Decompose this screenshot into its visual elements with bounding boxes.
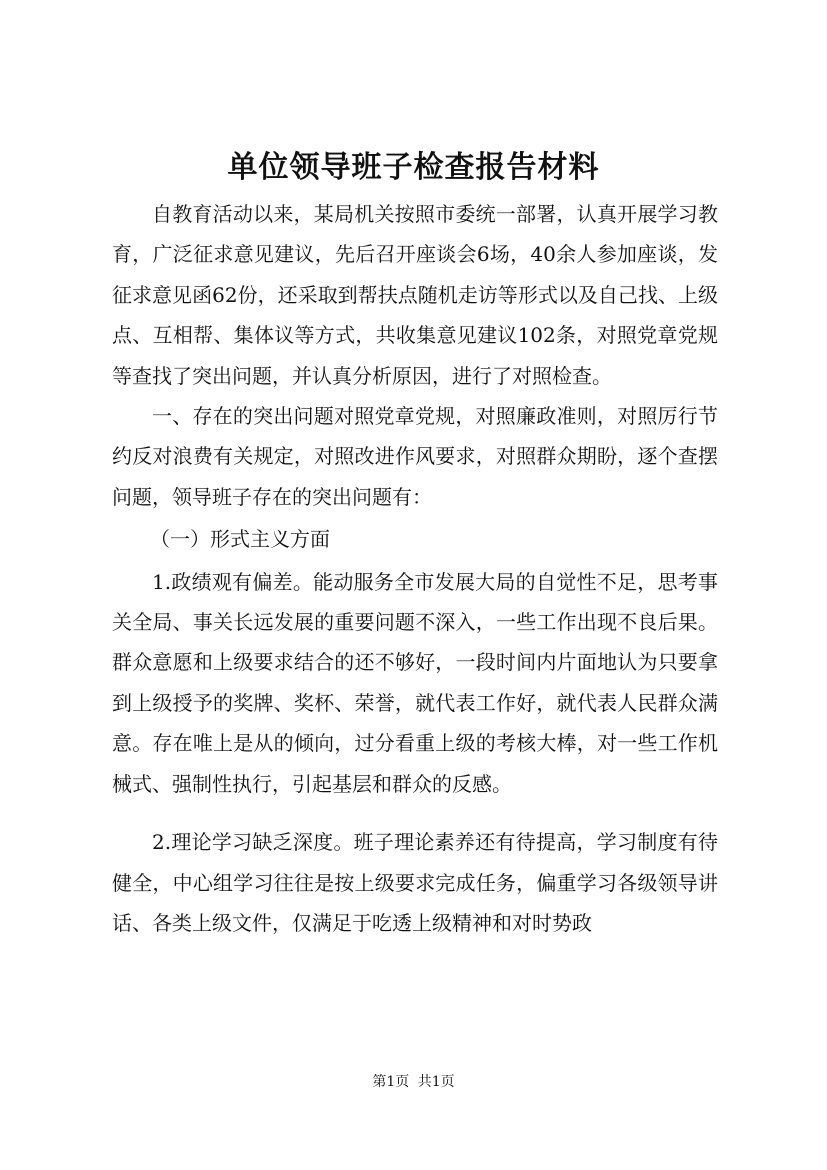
- document-body: [112, 194, 718, 943]
- subheading-formalism: （一）形式主义方面: [150, 527, 330, 552]
- paragraph-intro: 自教育活动以来，某局机关按照市委统一部署，认真开展学习教育，广泛征求意见建议，先后召开座谈会6场，40余人参加座谈，发征求意见函62份，还采取到帮扶点随机走访等形式以及自己找、上级点、互相帮、集体议等方式，共收集意见建议102条，对照党章党规等查找了突出问题，并认真分析原因，进行了对照检查。: [112, 202, 718, 388]
- paragraph-section-one: 一、存在的突出问题对照党章党规，对照廉政准则，对照厉行节约反对浪费有关规定，对照改进作风要求，对照群众期盼，逐个查摆问题，领导班子存在的突出问题有：: [112, 404, 718, 509]
- page-number-footer: 第1页 共1页: [372, 1074, 455, 1090]
- document-title: 单位领导班子检查报告材料: [227, 150, 600, 185]
- paragraph-item-1: 1.政绩观有偏差。能动服务全市发展大局的自觉性不足，思考事关全局、事关长远发展的重要问题不深入，一些工作出现不良后果。群众意愿和上级要求结合的还不够好，一段时间内片面地认为只要拿到上级授予的奖牌、奖杯、荣誉，就代表工作好，就代表人民群众满意。存在唯上是从的倾向，过分看重上级的考核大棒，对一些工作机械式、强制性执行，引起基层和群众的反感。: [112, 569, 718, 796]
- paragraph-item-2: 2.理论学习缺乏深度。班子理论素养还有待提高，学习制度有待健全，中心组学习往往是按上级要求完成任务，偏重学习各级领导讲话、各类上级文件，仅满足于吃透上级精神和对时势政: [112, 830, 718, 935]
